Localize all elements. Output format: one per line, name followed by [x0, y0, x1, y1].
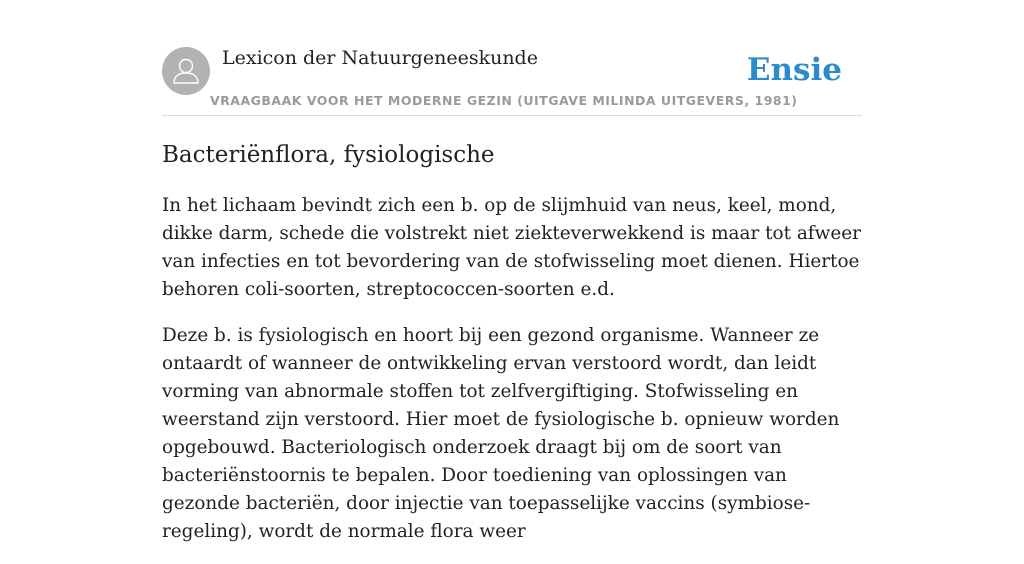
source-title-link[interactable]: Lexicon der Natuurgeneeskunde: [222, 47, 538, 69]
source-header: [162, 0, 862, 116]
avatar[interactable]: [162, 47, 210, 95]
article-paragraph: Deze b. is fysiologisch en hoort bij een gezond organisme. Wanneer ze ontaardt of wanneer de ontwikkeling ervan verstoord wordt, dan leidt vorming van abnormale stoffen tot zelfvergiftiging. Stofwisseling en weerstand zijn verstoord. Hier moet de fysiologische b. opnieuw worden opgebouwd. Bacteriologisch onderzoek draagt bij om de soort van bacteriënstoornis te bepalen. Door toediening van oplossingen van gezonde bacteriën, door injectie van toepasselijke vaccins (symbiose-regeling), wordt de normale flora weer: [162, 325, 840, 542]
source-subtitle: VRAAGBAAK VOOR HET MODERNE GEZIN (UITGAVE MILINDA UITGEVERS, 1981): [210, 93, 798, 108]
article-body: [162, 192, 868, 564]
ensie-logo-link[interactable]: Ensie: [746, 52, 842, 88]
article-title: Bacteriënflora, fysiologische: [162, 142, 495, 168]
page-container: [162, 0, 862, 542]
article-paragraph: In het lichaam bevindt zich een b. op de slijmhuid van neus, keel, mond, dikke darm, schede die volstrekt niet ziekteverwekkend is maar tot afweer van infecties en tot bevordering van de stofwisseling moet dienen. Hiertoe behoren coli-soorten, streptococcen-soorten e.d.: [162, 195, 861, 300]
user-silhouette-icon: [162, 47, 210, 95]
